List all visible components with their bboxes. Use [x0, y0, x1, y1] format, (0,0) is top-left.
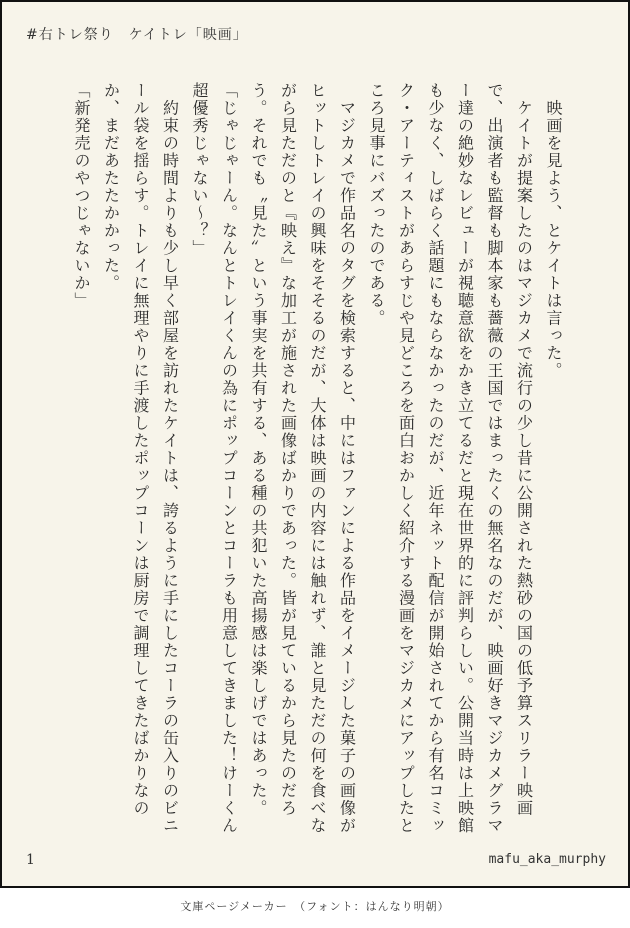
footer-credit: 文庫ページメーカー （フォント：はんなり明朝） [180, 900, 450, 913]
paragraph: 「じゃじゃーん。なんとトレイくんの為にポップコーンとコーラも用意してきました！けーくん超優秀じゃない〜？」 [190, 82, 239, 835]
paragraph: マジカメで作品名のタグを検索すると、中にはファンによる作品をイメージした菓子の画像がヒットしトレイの興味をそそるのだが、大体は映画の内容には触れず、誰と見ただの何を食べながら見ただのと『映え』な加工が施された画像ばかりであった。皆が見ているから見たのだろう。それでも〝見た〟という事実を共有する、ある種の共犯いた高揚感は楽しげではあった。 [249, 82, 357, 835]
paragraph: 約束の時間よりも少し早く部屋を訪れたケイトは、誇るように手にしたコーラの缶入りのビニール袋を揺らす。トレイに無理やりに手渡したポップコーンは厨房で調理してきたばかりなのか、まだあたたかかった。 [101, 82, 180, 835]
vertical-body-text [67, 82, 569, 842]
paragraph: 映画を見よう、とケイトは言った。 [544, 82, 563, 380]
paragraph: ケイトが提案したのはマジカメで流行の少し昔に公開された熱砂の国の低予算スリラー映画で、出演者も監督も脚本家も薔薇の王国ではまったくの無名なのだが、映画好きマジカメグラマー達の絶妙なレビューが視聴意欲をかき立てるだと現在世界的に評判らしい。公開当時は上映館も少なく、しばらく話題にもならなかったのだが、近年ネット配信が開始されてから有名コミック・アーティストがあらすじや見どころを面白おかしく紹介する漫画をマジカメにアップしたところ見事にバズったのである。 [367, 82, 534, 835]
paragraph: 「新発売のやつじゃないか」 [72, 82, 91, 310]
page-number: 1 [26, 852, 35, 868]
page-header-title: #右トレ祭り ケイトレ「映画」 [26, 27, 248, 43]
author-name: mafu_aka_murphy [488, 852, 606, 867]
